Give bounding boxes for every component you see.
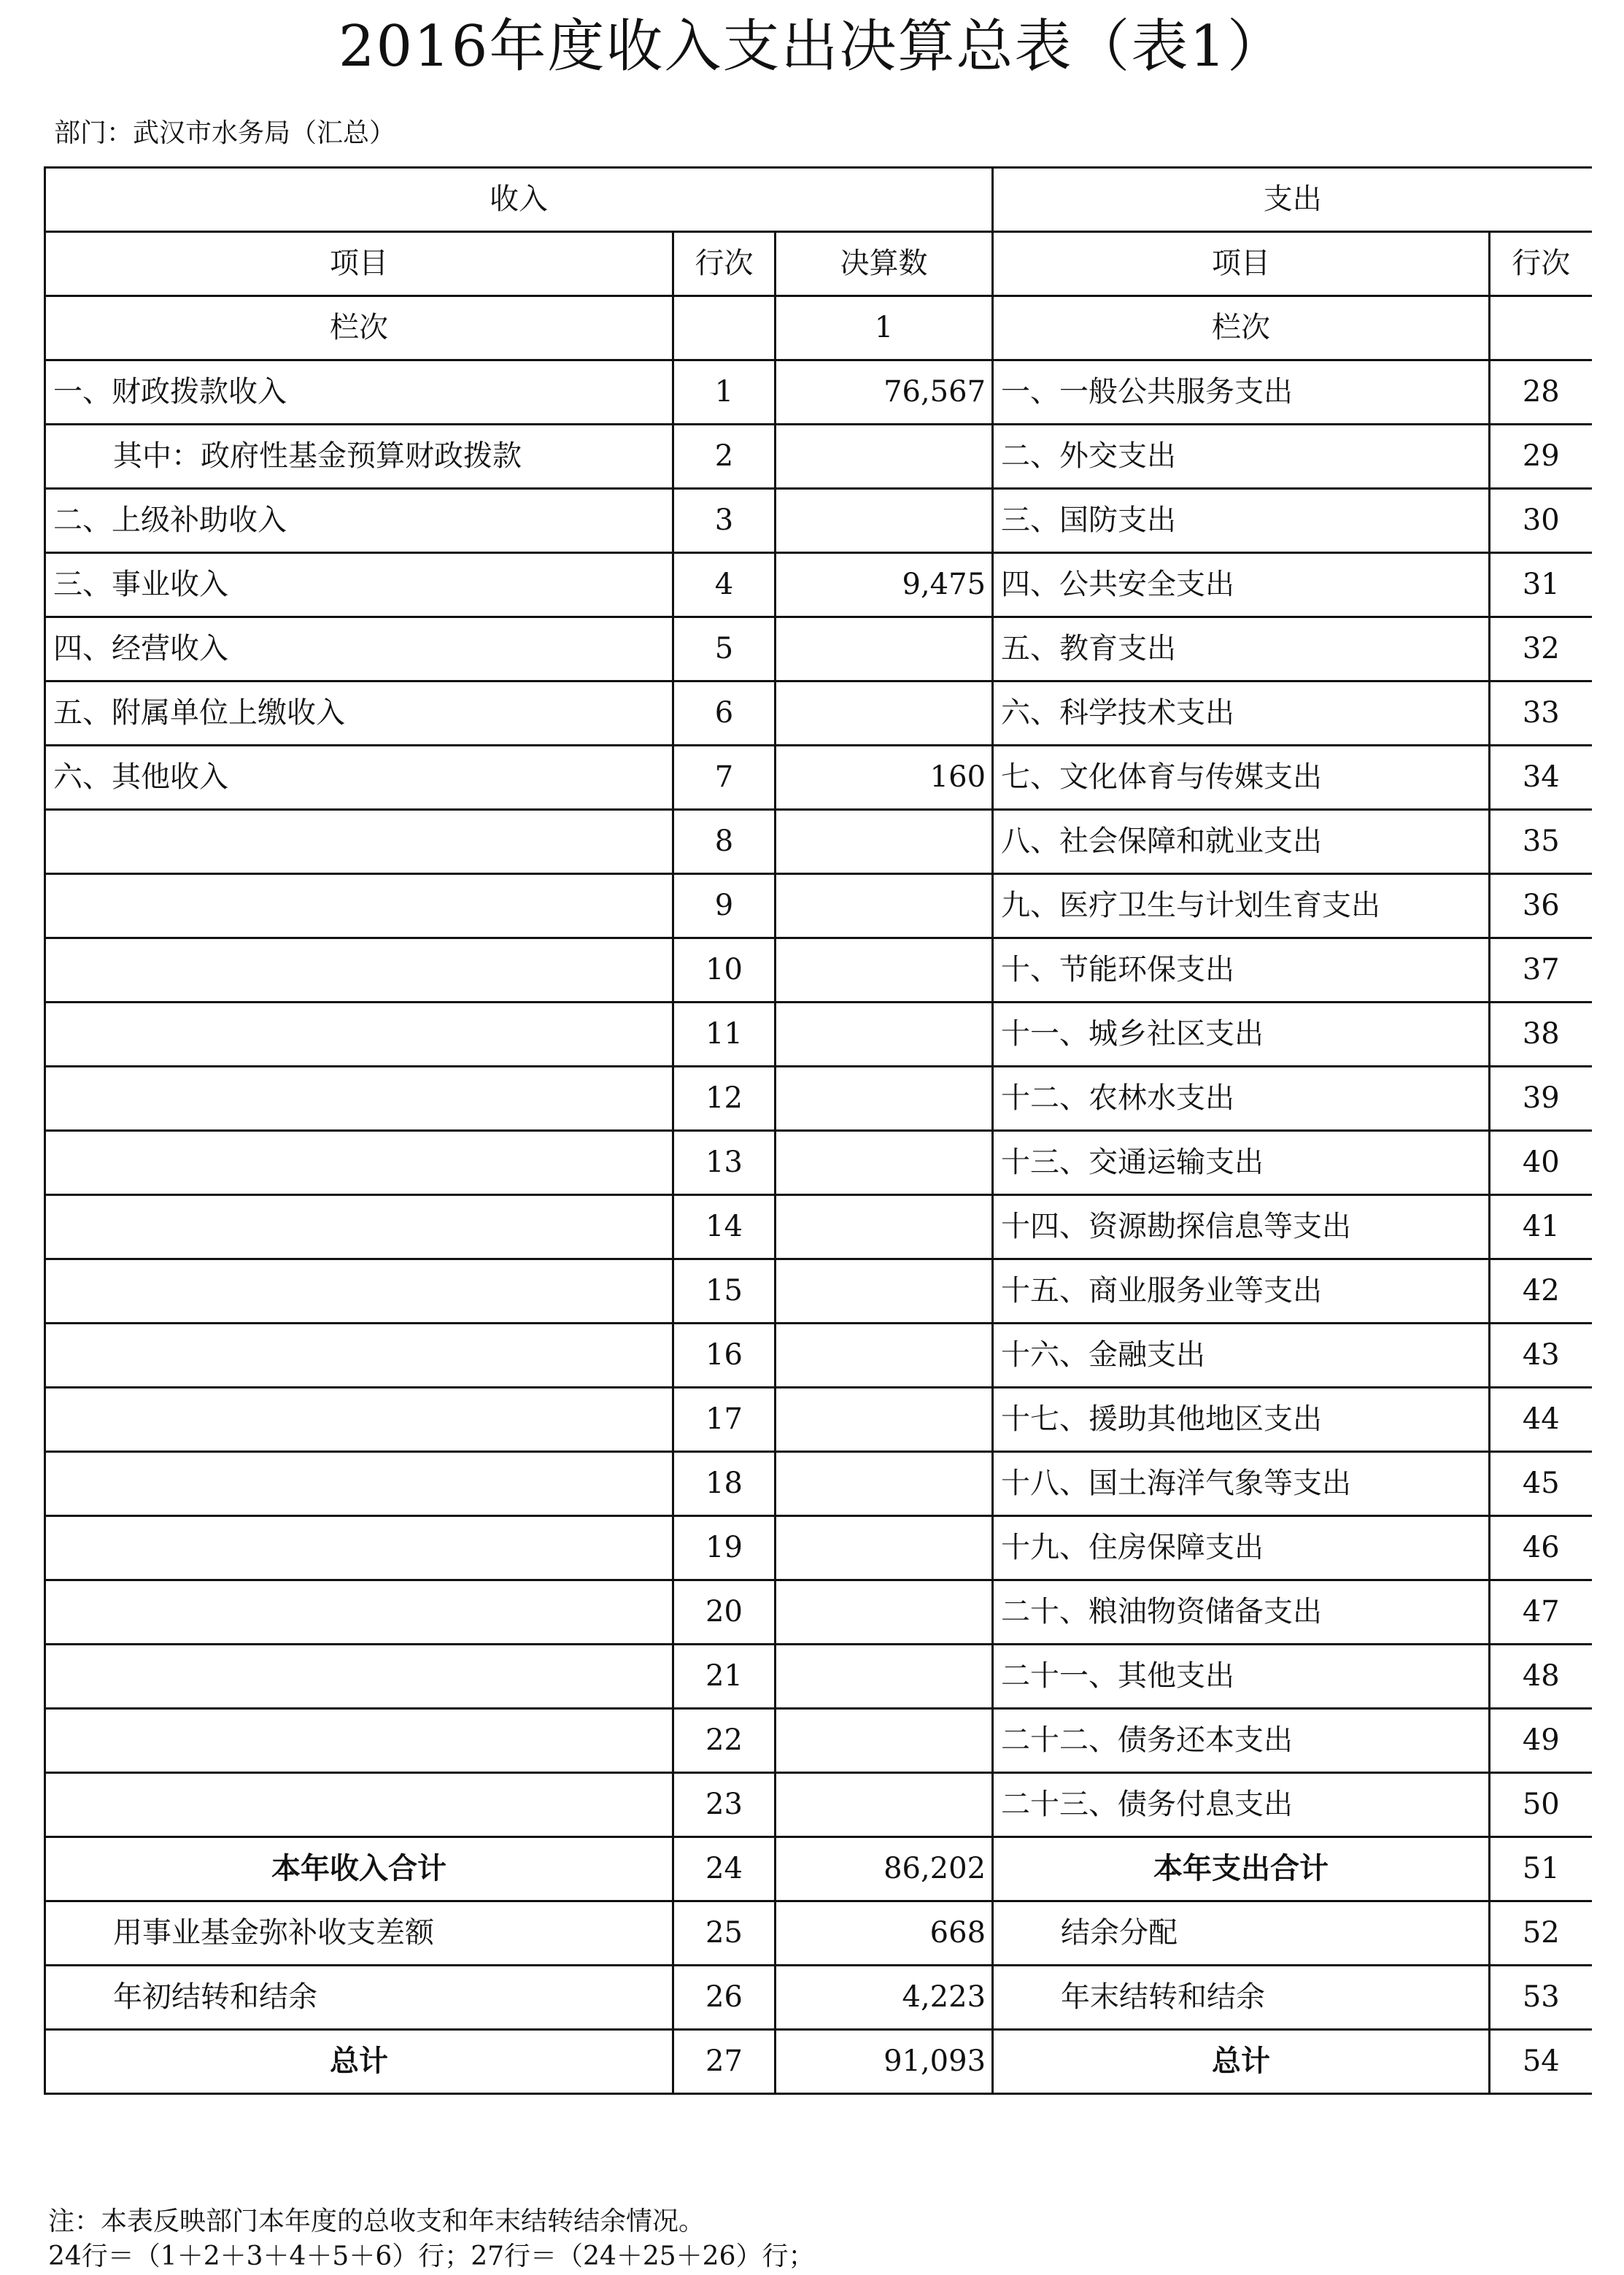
income-row-no-cell: 13 — [673, 1131, 776, 1195]
income-item-cell: 其中：政府性基金预算财政拨款 — [45, 425, 673, 489]
income-amount-cell — [776, 681, 993, 746]
table-row — [45, 425, 1592, 489]
expense-row-no-cell: 32 — [1490, 617, 1592, 681]
expense-item-cell: 二、外交支出 — [993, 425, 1490, 489]
income-item-cell — [45, 1580, 673, 1645]
income-amount-cell — [776, 1259, 993, 1324]
expense-row-no-cell: 31 — [1490, 553, 1592, 617]
income-amount-cell — [776, 1709, 993, 1773]
income-row-no-cell: 25 — [673, 1901, 776, 1966]
income-row-no-cell: 12 — [673, 1067, 776, 1131]
expense-row-no-cell: 28 — [1490, 360, 1592, 425]
table-row — [45, 681, 1592, 746]
income-row-no-cell: 1 — [673, 360, 776, 425]
table-row — [45, 1516, 1592, 1580]
expense-item-cell: 六、科学技术支出 — [993, 681, 1490, 746]
expense-row-no-cell: 43 — [1490, 1324, 1592, 1388]
expense-row-no-cell: 29 — [1490, 425, 1592, 489]
expense-row-no-cell: 39 — [1490, 1067, 1592, 1131]
summary-row — [45, 1966, 1592, 2030]
expense-item-cell: 十四、资源勘探信息等支出 — [993, 1195, 1490, 1259]
expense-row-no-cell: 40 — [1490, 1131, 1592, 1195]
expense-item-cell: 三、国防支出 — [993, 489, 1490, 553]
income-amount-cell — [776, 874, 993, 938]
income-amount-cell — [776, 1452, 993, 1516]
income-col-label: 栏次 — [45, 296, 673, 360]
income-amount-header: 决算数 — [776, 232, 993, 296]
income-amount-cell: 86,202 — [776, 1837, 993, 1901]
expense-item-cell: 八、社会保障和就业支出 — [993, 810, 1490, 874]
table-row — [45, 746, 1592, 810]
income-row-no-cell: 9 — [673, 874, 776, 938]
income-item-cell: 一、财政拨款收入 — [45, 360, 673, 425]
expense-row-no-cell: 33 — [1490, 681, 1592, 746]
income-amount-cell: 76,567 — [776, 360, 993, 425]
expense-row-no-cell: 54 — [1490, 2030, 1592, 2094]
income-row-no-cell: 2 — [673, 425, 776, 489]
expense-item-cell: 十、节能环保支出 — [993, 938, 1490, 1003]
income-item-cell — [45, 1131, 673, 1195]
expense-item-cell: 本年支出合计 — [993, 1837, 1490, 1901]
income-amount-cell: 4,223 — [776, 1966, 993, 2030]
income-item-cell — [45, 1388, 673, 1452]
income-amount-cell — [776, 1003, 993, 1067]
expense-item-cell: 二十三、债务付息支出 — [993, 1773, 1490, 1837]
income-item-cell: 本年收入合计 — [45, 1837, 673, 1901]
income-item-cell: 总计 — [45, 2030, 673, 2094]
expense-item-cell: 五、教育支出 — [993, 617, 1490, 681]
income-row-no-header: 行次 — [673, 232, 776, 296]
income-amount-cell: 9,475 — [776, 553, 993, 617]
income-row-no-cell: 6 — [673, 681, 776, 746]
table-row — [45, 874, 1592, 938]
income-item-cell — [45, 1195, 673, 1259]
income-row-no-cell: 5 — [673, 617, 776, 681]
income-item-cell — [45, 938, 673, 1003]
income-item-cell — [45, 810, 673, 874]
income-row-no-cell: 3 — [673, 489, 776, 553]
income-item-cell: 二、上级补助收入 — [45, 489, 673, 553]
summary-row — [45, 2030, 1592, 2094]
expense-row-no-cell: 47 — [1490, 1580, 1592, 1645]
expense-row-no-cell: 34 — [1490, 746, 1592, 810]
expense-row-no-cell: 44 — [1490, 1388, 1592, 1452]
income-item-cell: 六、其他收入 — [45, 746, 673, 810]
expense-col-label: 栏次 — [993, 296, 1490, 360]
expense-row-no-cell: 38 — [1490, 1003, 1592, 1067]
income-amount-cell — [776, 489, 993, 553]
table-row — [45, 617, 1592, 681]
department-label: 部门：武汉市水务局（汇总） — [54, 118, 396, 148]
income-item-cell: 五、附属单位上缴收入 — [45, 681, 673, 746]
income-item-cell — [45, 1067, 673, 1131]
expense-row-no-cell: 45 — [1490, 1452, 1592, 1516]
income-amount-cell — [776, 1388, 993, 1452]
expense-item-cell: 十二、农林水支出 — [993, 1067, 1490, 1131]
income-col-row-blank — [673, 296, 776, 360]
income-amount-cell — [776, 1067, 993, 1131]
expense-item-cell: 结余分配 — [993, 1901, 1490, 1966]
expense-row-no-cell: 37 — [1490, 938, 1592, 1003]
income-item-header: 项目 — [45, 232, 673, 296]
expense-row-no-cell: 52 — [1490, 1901, 1592, 1966]
summary-row — [45, 1837, 1592, 1901]
income-row-no-cell: 27 — [673, 2030, 776, 2094]
expense-item-cell: 年末结转和结余 — [993, 1966, 1490, 2030]
expense-row-no-cell: 30 — [1490, 489, 1592, 553]
income-item-cell — [45, 1516, 673, 1580]
income-row-no-cell: 23 — [673, 1773, 776, 1837]
income-item-cell — [45, 1259, 673, 1324]
income-amount-cell — [776, 1773, 993, 1837]
income-row-no-cell: 22 — [673, 1709, 776, 1773]
income-amount-cell — [776, 1580, 993, 1645]
income-item-cell — [45, 1645, 673, 1709]
income-row-no-cell: 8 — [673, 810, 776, 874]
income-row-no-cell: 18 — [673, 1452, 776, 1516]
table-row — [45, 1388, 1592, 1452]
expense-item-header: 项目 — [993, 232, 1490, 296]
income-amount-cell — [776, 1645, 993, 1709]
column-header-row — [45, 232, 1592, 296]
table-row — [45, 1324, 1592, 1388]
table-row — [45, 1709, 1592, 1773]
income-item-cell — [45, 1324, 673, 1388]
expense-row-no-header: 行次 — [1490, 232, 1592, 296]
income-col-number: 1 — [776, 296, 993, 360]
income-item-cell — [45, 1452, 673, 1516]
table-row — [45, 1195, 1592, 1259]
expense-row-no-cell: 35 — [1490, 810, 1592, 874]
income-amount-cell — [776, 810, 993, 874]
income-row-no-cell: 10 — [673, 938, 776, 1003]
table-row — [45, 1580, 1592, 1645]
table-row — [45, 938, 1592, 1003]
table-row — [45, 1259, 1592, 1324]
table-row — [45, 1131, 1592, 1195]
expense-row-no-cell: 46 — [1490, 1516, 1592, 1580]
table-row — [45, 360, 1592, 425]
budget-table — [44, 166, 1592, 2095]
expense-item-cell: 二十一、其他支出 — [993, 1645, 1490, 1709]
income-item-cell: 年初结转和结余 — [45, 1966, 673, 2030]
expense-item-cell: 二十二、债务还本支出 — [993, 1709, 1490, 1773]
expense-row-no-cell: 53 — [1490, 1966, 1592, 2030]
table-row — [45, 1452, 1592, 1516]
expense-item-cell: 九、医疗卫生与计划生育支出 — [993, 874, 1490, 938]
table-row — [45, 489, 1592, 553]
income-item-cell — [45, 874, 673, 938]
income-amount-cell — [776, 1516, 993, 1580]
table-row — [45, 553, 1592, 617]
income-item-cell — [45, 1003, 673, 1067]
income-amount-cell — [776, 1131, 993, 1195]
expense-row-no-cell: 51 — [1490, 1837, 1592, 1901]
expense-item-cell: 十七、援助其他地区支出 — [993, 1388, 1490, 1452]
income-row-no-cell: 17 — [673, 1388, 776, 1452]
expense-item-cell: 十六、金融支出 — [993, 1324, 1490, 1388]
expense-item-cell: 十八、国土海洋气象等支出 — [993, 1452, 1490, 1516]
income-row-no-cell: 14 — [673, 1195, 776, 1259]
expense-row-no-cell: 41 — [1490, 1195, 1592, 1259]
income-item-cell: 三、事业收入 — [45, 553, 673, 617]
expense-item-cell: 七、文化体育与传媒支出 — [993, 746, 1490, 810]
expense-item-cell: 总计 — [993, 2030, 1490, 2094]
table-row — [45, 1645, 1592, 1709]
income-row-no-cell: 21 — [673, 1645, 776, 1709]
table-row — [45, 1773, 1592, 1837]
summary-row — [45, 1901, 1592, 1966]
income-amount-cell — [776, 617, 993, 681]
income-amount-cell: 91,093 — [776, 2030, 993, 2094]
note-line-1: 注：本表反映部门本年度的总收支和年末结转结余情况。 — [48, 2206, 705, 2236]
note-line-2: 24行＝（1＋2＋3＋4＋5＋6）行；27行＝（24＋25＋26）行； — [48, 2241, 815, 2271]
income-row-no-cell: 16 — [673, 1324, 776, 1388]
expense-item-cell: 十一、城乡社区支出 — [993, 1003, 1490, 1067]
income-amount-cell — [776, 1324, 993, 1388]
income-amount-cell — [776, 425, 993, 489]
section-header-row — [45, 168, 1592, 232]
expense-row-no-cell: 50 — [1490, 1773, 1592, 1837]
income-item-cell: 四、经营收入 — [45, 617, 673, 681]
expense-item-cell: 十三、交通运输支出 — [993, 1131, 1490, 1195]
income-amount-cell — [776, 1195, 993, 1259]
income-item-cell: 用事业基金弥补收支差额 — [45, 1901, 673, 1966]
expense-col-row-blank — [1490, 296, 1592, 360]
expense-section-header: 支出 — [993, 168, 1592, 232]
table-row — [45, 1003, 1592, 1067]
expense-row-no-cell: 36 — [1490, 874, 1592, 938]
page-title: 2016年度收入支出决算总表（表1） — [338, 14, 1286, 80]
expense-item-cell: 十九、住房保障支出 — [993, 1516, 1490, 1580]
income-row-no-cell: 24 — [673, 1837, 776, 1901]
income-row-no-cell: 7 — [673, 746, 776, 810]
expense-item-cell: 二十、粮油物资储备支出 — [993, 1580, 1490, 1645]
income-amount-cell: 668 — [776, 1901, 993, 1966]
expense-item-cell: 四、公共安全支出 — [993, 553, 1490, 617]
income-item-cell — [45, 1709, 673, 1773]
expense-row-no-cell: 48 — [1490, 1645, 1592, 1709]
income-item-cell — [45, 1773, 673, 1837]
table-row — [45, 1067, 1592, 1131]
income-section-header: 收入 — [45, 168, 993, 232]
expense-row-no-cell: 42 — [1490, 1259, 1592, 1324]
income-amount-cell: 160 — [776, 746, 993, 810]
table-row — [45, 810, 1592, 874]
income-row-no-cell: 19 — [673, 1516, 776, 1580]
column-number-row — [45, 296, 1592, 360]
income-row-no-cell: 4 — [673, 553, 776, 617]
income-row-no-cell: 26 — [673, 1966, 776, 2030]
income-row-no-cell: 20 — [673, 1580, 776, 1645]
income-amount-cell — [776, 938, 993, 1003]
expense-item-cell: 十五、商业服务业等支出 — [993, 1259, 1490, 1324]
income-row-no-cell: 11 — [673, 1003, 776, 1067]
income-row-no-cell: 15 — [673, 1259, 776, 1324]
expense-item-cell: 一、一般公共服务支出 — [993, 360, 1490, 425]
expense-row-no-cell: 49 — [1490, 1709, 1592, 1773]
